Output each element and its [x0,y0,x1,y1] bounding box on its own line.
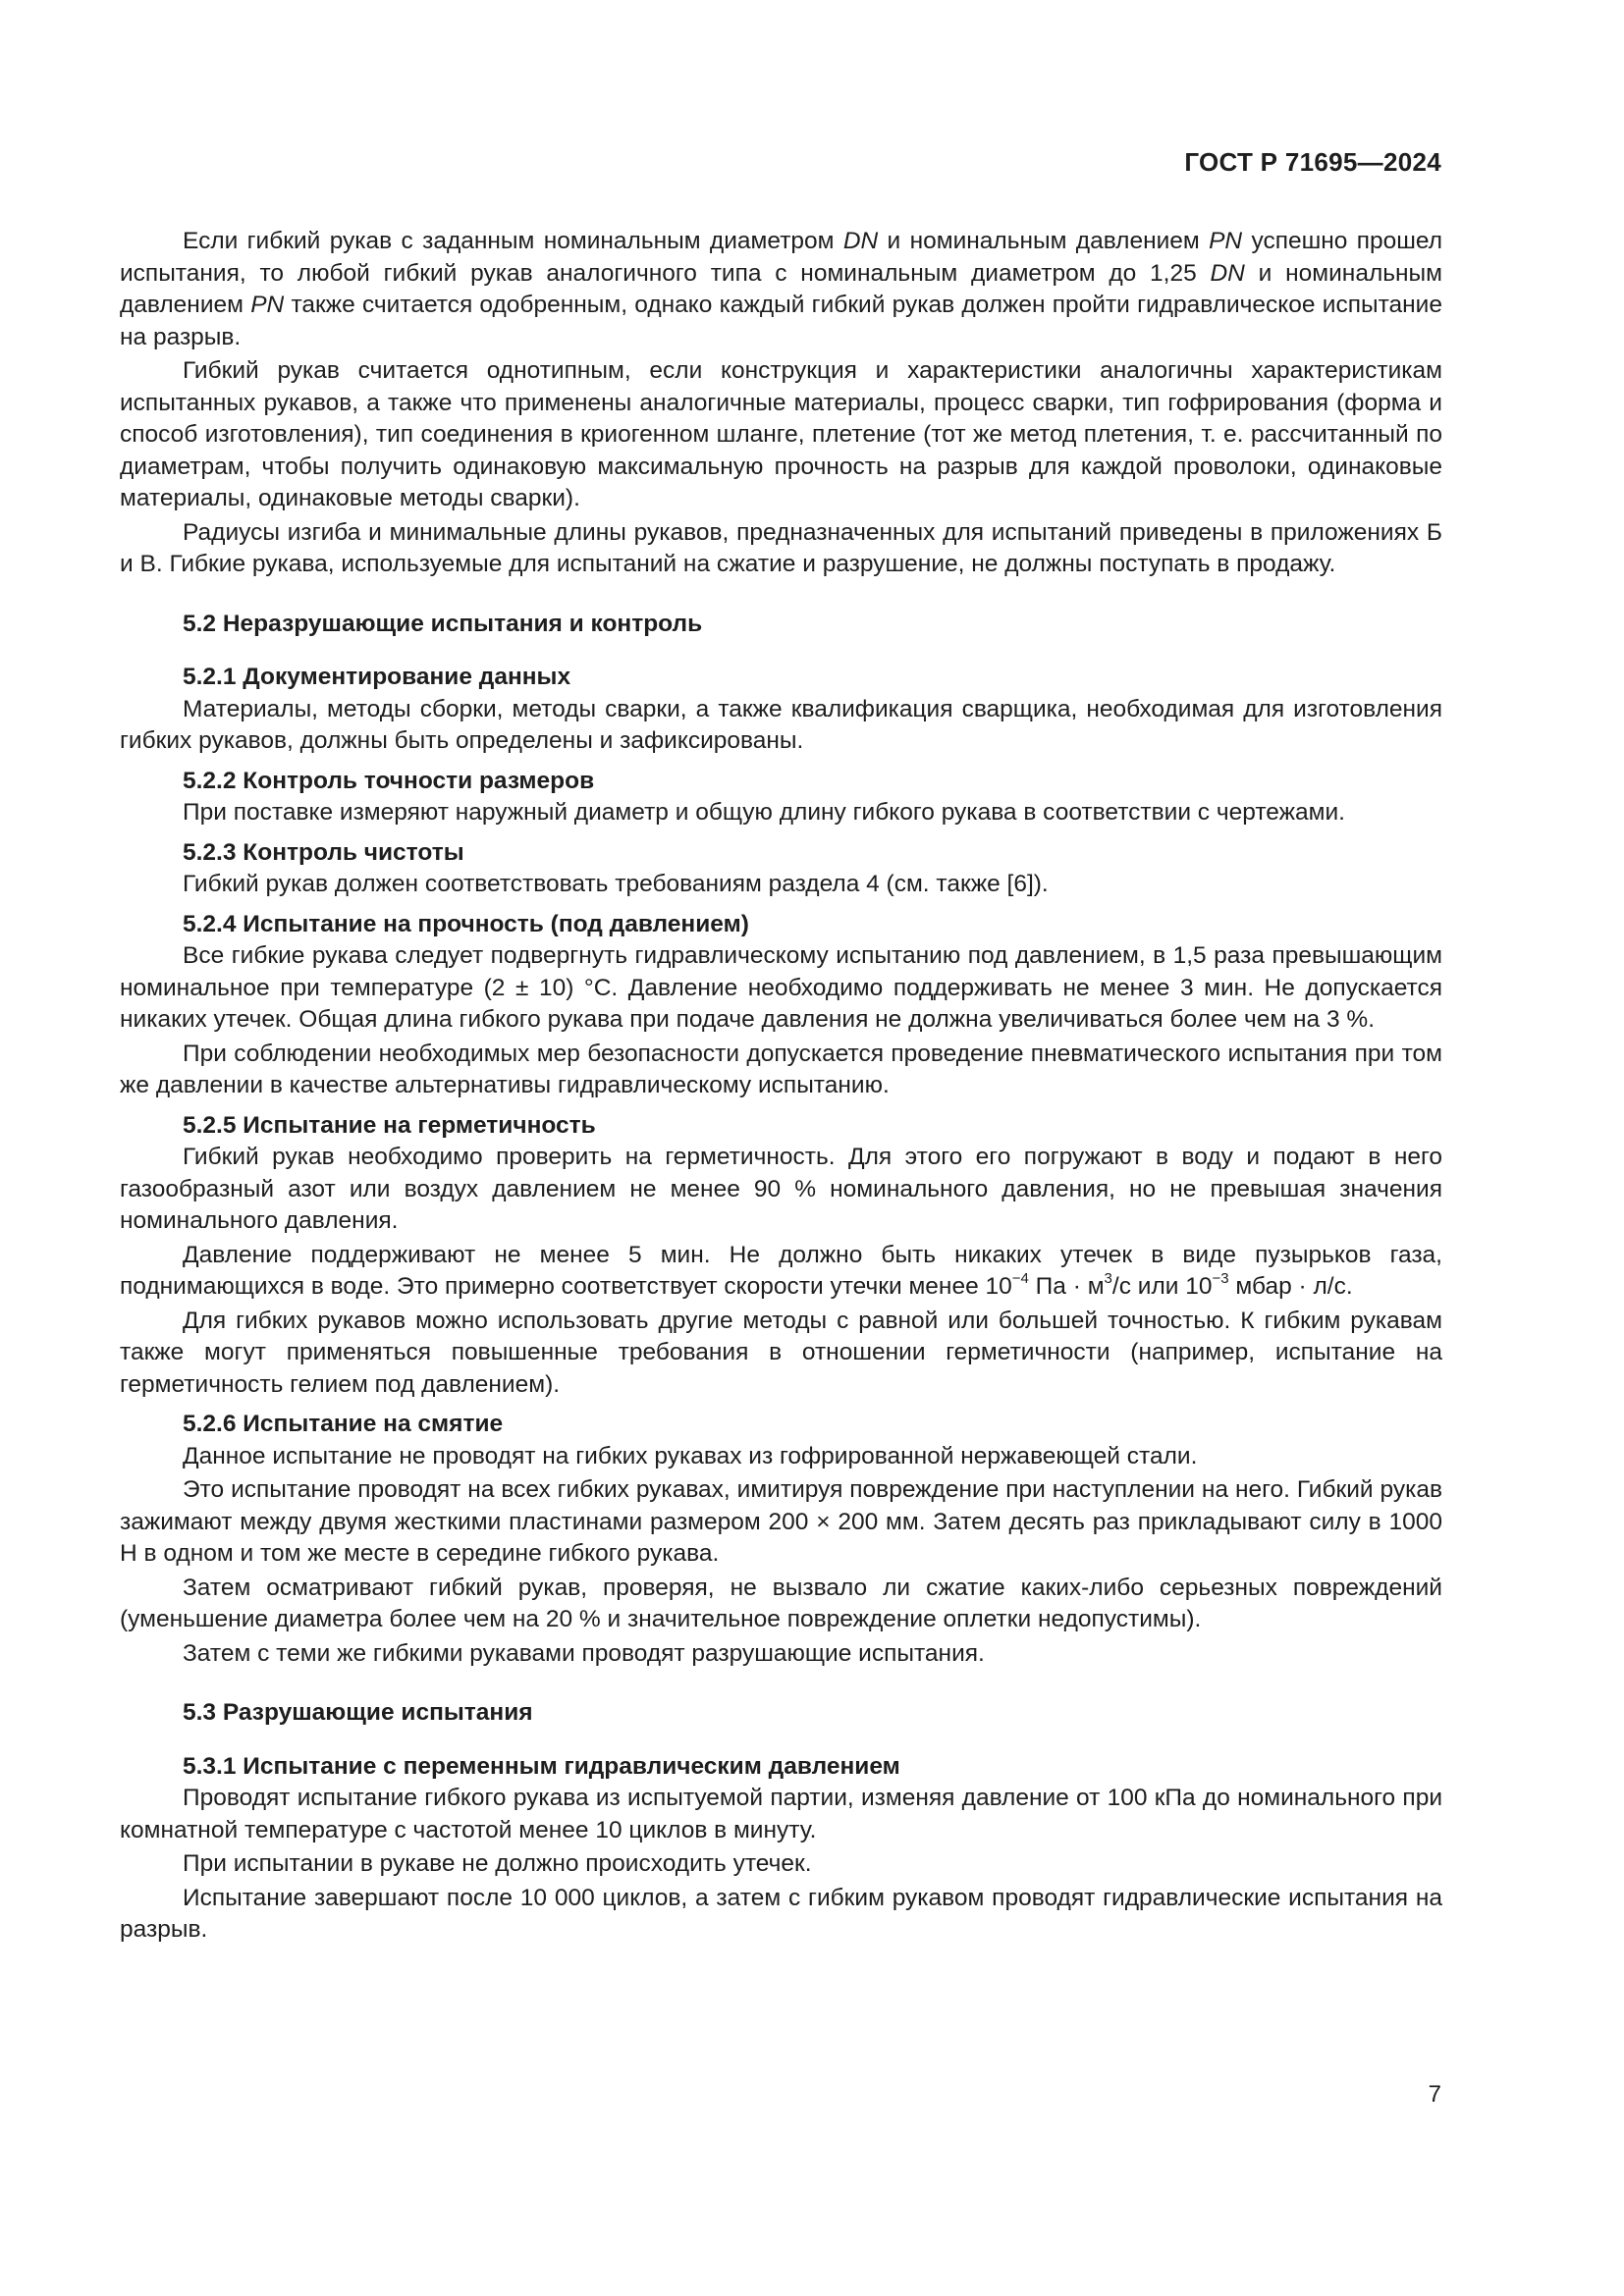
section-5-2-4-paragraph-2: При соблюдении необходимых мер безопасности допускается проведение пневматического испытания при том же давлении в качестве альтернативы гидравлическому испытанию. [120,1040,1442,1098]
text-run: также считается одобренным, однако каждый гибкий рукав должен пройти гидравлическое испытание на разрыв. [120,292,1442,350]
section-5-2-5-paragraph-2 [120,1240,1442,1304]
section-5-2-2-heading: 5.2.2 Контроль точности размеров [183,767,595,794]
pn-symbol: PN [1209,228,1243,254]
section-5-3-1-paragraph-2: При испытании в рукаве не должно происходить утечек. [183,1850,812,1877]
section-5-2-heading: 5.2 Неразрушающие испытания и контроль [183,610,703,637]
page-number: 7 [1428,2081,1441,2108]
exponent: 3 [1104,1269,1112,1287]
text-run: мбар · л/с. [1228,1273,1353,1300]
section-5-2-6-heading: 5.2.6 Испытание на смятие [183,1411,504,1437]
exponent: −4 [1011,1269,1029,1287]
section-5-3-1-paragraph-3: Испытание завершают после 10 000 циклов, а затем с гибким рукавом проводят гидравлические испытания на разрыв. [120,1884,1442,1943]
section-5-2-4-paragraph-1: Все гибкие рукава следует подвергнуть гидравлическому испытанию под давлением, в 1,5 раза превышающим номинальное при температуре (2 ± 10) °С. Давление необходимо поддерживать не менее 3 мин. Не допускается никаких утечек. Общая длина гибкого рукава при подаче давления не должна увеличиваться более чем на 3 %. [120,942,1442,1033]
section-5-2-1-paragraph-1: Материалы, методы сборки, методы сварки, а также квалификация сварщика, необходимая для изготовления гибких рукавов, должны быть определены и зафиксированы. [120,695,1442,754]
intro-paragraph-2: Гибкий рукав считается однотипным, если конструкция и характеристики аналогичны характеристикам испытанных рукавов, а также что применены аналогичные материалы, процесс сварки, тип гофрирования (форма и способ изготовления), тип соединения в криогенном шланге, плетение (тот же метод плетения, т. е. рассчитанный по диаметрам, чтобы получить одинаковую максимальную прочность на разрыв для каждой проволоки, одинаковые материалы, одинаковые методы сварки). [120,357,1442,511]
section-5-2-6-paragraph-1: Данное испытание не проводят на гибких рукавах из гофрированной нержавеющей стали. [183,1442,1198,1469]
text-run: успешно прошел испытания, то любой гибкий рукав аналогичного типа с номинальным диаметром до 1,25 [120,228,1443,287]
pn-symbol: PN [250,292,285,318]
section-5-3-1-heading: 5.3.1 Испытание с переменным гидравлическим давлением [183,1752,900,1780]
text-run: Па · м [1028,1273,1105,1300]
dn-symbol: DN [842,228,879,254]
intro-paragraph-3: Радиусы изгиба и минимальные длины рукавов, предназначенных для испытаний приведены в приложениях Б и В. Гибкие рукава, используемые для испытаний на сжатие и разрушение, не должны поступать в продажу. [120,518,1442,577]
section-5-2-5-paragraph-3: Для гибких рукавов можно использовать другие методы с равной или большей точностью. К гибким рукавам также могут применяться повышенные требования в отношении герметичности (например, испытание на герметичность гелием под давлением). [120,1307,1442,1398]
section-5-2-5-heading: 5.2.5 Испытание на герметичность [183,1111,596,1139]
section-5-2-2-paragraph-1: При поставке измеряют наружный диаметр и общую длину гибкого рукава в соответствии с чертежами. [183,799,1345,826]
dn-symbol: DN [1210,259,1245,287]
section-5-2-1-heading: 5.2.1 Документирование данных [183,664,571,690]
section-5-2-4-heading: 5.2.4 Испытание на прочность (под давлением) [183,910,749,937]
section-5-2-6-paragraph-4: Затем с теми же гибкими рукавами проводят разрушающие испытания. [183,1639,985,1667]
intro-paragraph-1 [120,226,1442,353]
standard-header: ГОСТ Р 71695—2024 [1184,147,1441,177]
section-5-2-6-paragraph-3: Затем осматривают гибкий рукав, проверяя, не вызвало ли сжатие каких-либо серьезных повреждений (уменьшение диаметра более чем на 20 % и значительное повреждение оплетки недопустимы). [120,1574,1442,1632]
text-run: /с или 10 [1111,1273,1213,1300]
exponent: −3 [1212,1269,1229,1287]
text-run: Давление поддерживают не менее 5 мин. Не должно быть никаких утечек в виде пузырьков газа, поднимающихся в воде. Это примерно соответствует скорости утечки менее 10 [120,1241,1442,1300]
section-5-2-3-paragraph-1: Гибкий рукав должен соответствовать требованиям раздела 4 (см. также [6]). [183,871,1049,897]
section-5-2-6-paragraph-2: Это испытание проводят на всех гибких рукавах, имитируя повреждение при наступлении на него. Гибкий рукав зажимают между двумя жесткими пластинами размером 200 × 200 мм. Затем десять раз прикладывают силу в 1000 Н в одном и том же месте в середине гибкого рукава. [120,1476,1442,1567]
section-5-3-heading: 5.3 Разрушающие испытания [183,1699,533,1726]
text-run: и номинальным давлением [878,228,1210,254]
document-body [120,226,1442,1947]
section-5-2-3-heading: 5.2.3 Контроль чистоты [183,838,464,866]
section-5-2-5-paragraph-1: Гибкий рукав необходимо проверить на герметичность. Для этого его погружают в воду и подают в него газообразный азот или воздух давлением не менее 90 % номинального давления, но не превышая значения номинального давления. [120,1144,1442,1234]
section-5-3-1-paragraph-1: Проводят испытание гибкого рукава из испытуемой партии, изменяя давление от 100 кПа до номинального при комнатной температуре с частотой менее 10 циклов в минуту. [120,1785,1442,1843]
text-run: Если гибкий рукав с заданным номинальным диаметром [183,228,843,254]
text-run: и номинальным давлением [120,259,1442,318]
